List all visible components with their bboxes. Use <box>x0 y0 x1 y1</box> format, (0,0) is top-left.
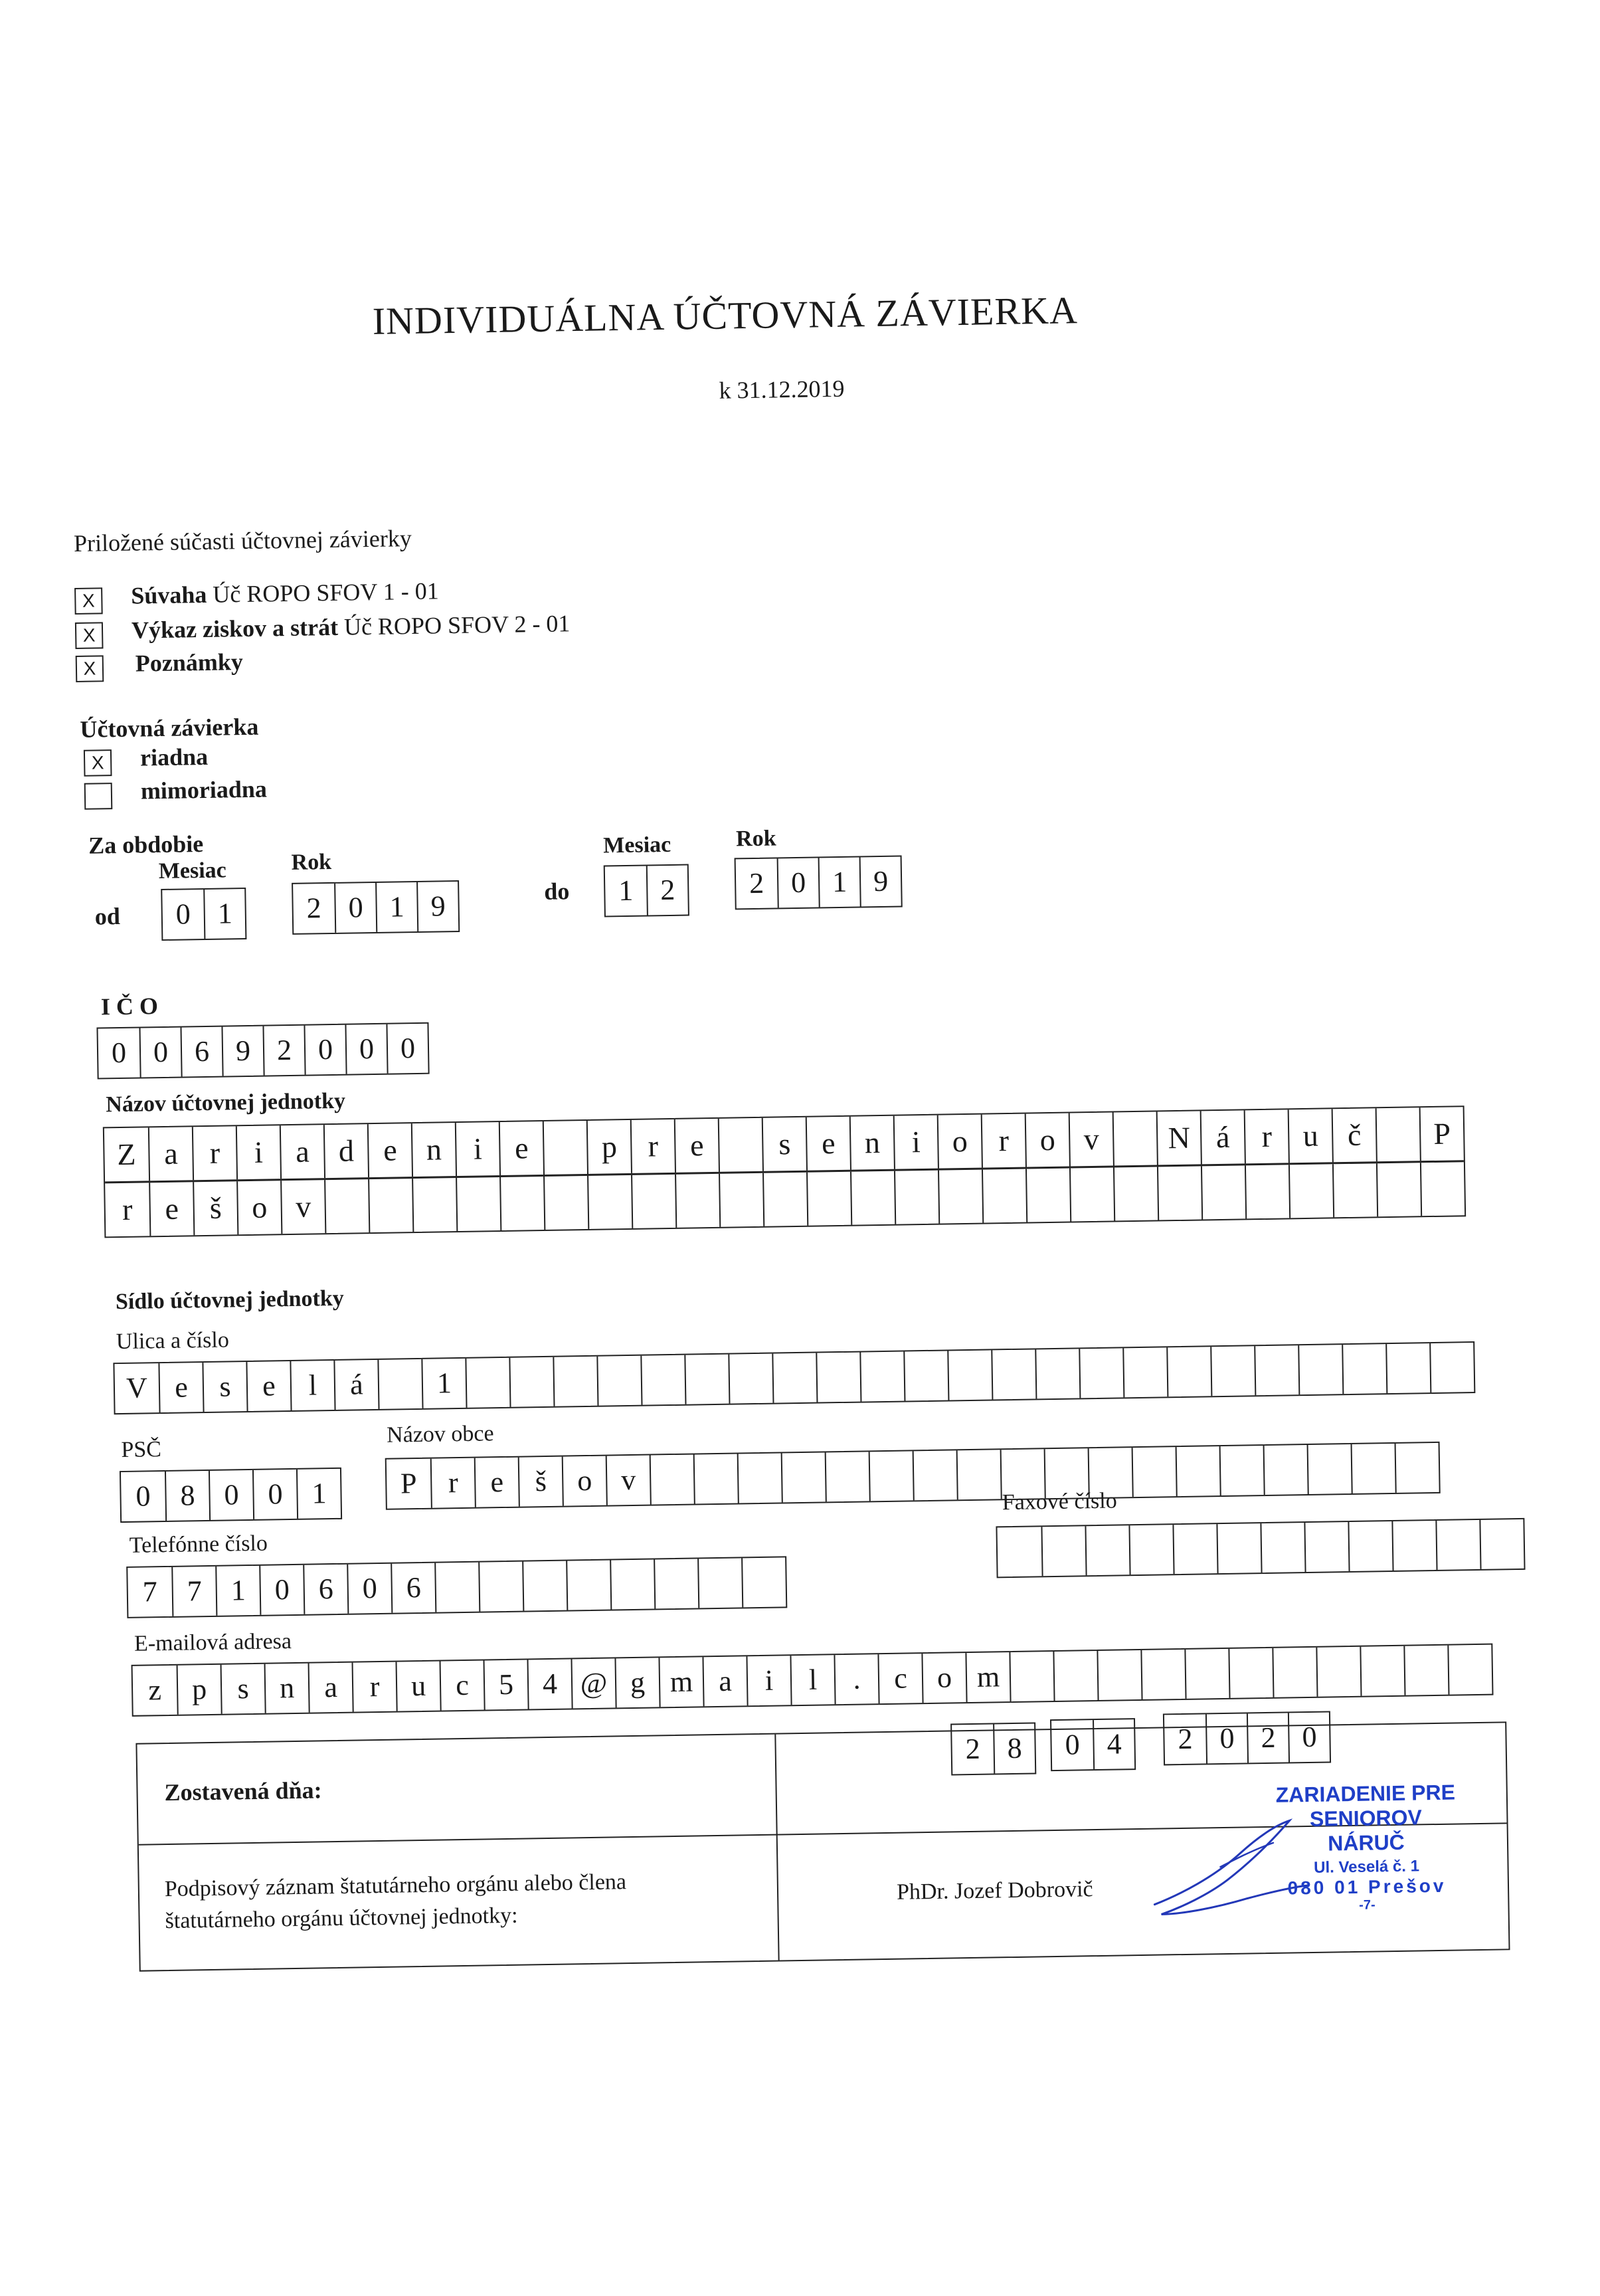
char-box <box>1351 1444 1395 1493</box>
char-box <box>772 1353 816 1403</box>
char-box <box>596 1356 641 1406</box>
char-box <box>650 1455 694 1505</box>
char-box <box>553 1357 597 1406</box>
char-box: N <box>1156 1111 1201 1165</box>
char-box: p <box>586 1120 631 1174</box>
char-box <box>1435 1520 1480 1570</box>
attachment-item-vykaz <box>132 609 571 644</box>
char-box: g <box>614 1658 659 1707</box>
char-box: Z <box>117 1137 136 1172</box>
char-box: 6 <box>391 1563 435 1613</box>
char-box: 5 <box>484 1660 528 1709</box>
closing-type-label-mimoriadna: mimoriadna <box>140 775 268 805</box>
char-box <box>1272 1648 1316 1697</box>
stamp-line: NÁRUČ <box>1327 1830 1405 1856</box>
char-box: 1 <box>296 1469 341 1519</box>
period-from-year-boxes[interactable] <box>292 880 460 935</box>
document-date: k 31.12.2019 <box>719 375 845 404</box>
char-box <box>631 1175 675 1228</box>
char-box <box>1420 1162 1465 1216</box>
char-box: 2 <box>262 1026 304 1076</box>
char-box: 1 <box>818 857 860 907</box>
period-to-year-label: Rok <box>735 826 776 852</box>
char-box <box>566 1561 610 1610</box>
char-box: 2 <box>749 866 764 900</box>
char-box: n <box>849 1116 894 1170</box>
char-box: 2 <box>646 866 688 915</box>
psc-label: PSČ <box>121 1437 162 1463</box>
char-box <box>509 1357 553 1407</box>
street-label: Ulica a číslo <box>116 1327 230 1355</box>
char-box <box>781 1452 826 1502</box>
char-box: e <box>499 1121 543 1175</box>
char-box: V <box>126 1371 148 1404</box>
char-box <box>1376 1163 1421 1216</box>
compiled-date-label: Zostavená dňa: <box>164 1776 322 1806</box>
char-box <box>1085 1525 1129 1575</box>
char-box <box>997 1527 1041 1577</box>
char-box: l <box>290 1361 334 1410</box>
fax-boxes[interactable] <box>996 1518 1525 1578</box>
attachment-checkbox-poznamky[interactable]: X <box>76 655 104 682</box>
char-box <box>522 1561 567 1611</box>
psc-boxes[interactable] <box>120 1468 342 1523</box>
compiled-month-boxes[interactable] <box>1050 1718 1136 1771</box>
char-box <box>1122 1347 1167 1397</box>
city-label: Názov obce <box>386 1421 494 1448</box>
char-box <box>1053 1651 1097 1701</box>
unit-name-label: Názov účtovnej jednotky <box>105 1088 346 1117</box>
char-box: 7 <box>171 1567 216 1616</box>
char-box: 6 <box>303 1565 347 1614</box>
char-box <box>1228 1648 1273 1698</box>
char-box: P <box>1419 1107 1464 1161</box>
fax-label: Faxové číslo <box>1002 1488 1117 1515</box>
char-box <box>956 1450 1001 1499</box>
char-box <box>991 1349 1035 1399</box>
char-box <box>1069 1168 1114 1222</box>
char-box: e <box>474 1458 519 1507</box>
char-box <box>1479 1519 1524 1569</box>
char-box: o <box>562 1456 606 1506</box>
char-box <box>456 1177 500 1231</box>
char-box: 1 <box>375 882 417 932</box>
compiled-year-boxes[interactable] <box>1163 1711 1331 1765</box>
attachment-checkbox-vykaz[interactable]: X <box>75 622 104 649</box>
char-box <box>1348 1521 1392 1571</box>
char-box: 2 <box>965 1732 981 1766</box>
period-from-label: od <box>94 902 121 930</box>
char-box <box>869 1451 913 1501</box>
char-box <box>913 1450 957 1500</box>
char-box <box>938 1170 982 1224</box>
char-box <box>654 1559 698 1608</box>
char-box: r <box>630 1119 675 1173</box>
char-box <box>587 1175 632 1229</box>
char-box: s <box>202 1362 246 1412</box>
char-box: . <box>834 1654 878 1704</box>
char-box <box>1342 1344 1386 1394</box>
char-box: 9 <box>859 857 901 907</box>
ico-label: I Č O <box>100 993 159 1020</box>
unit-name-boxes[interactable] <box>103 1105 1466 1238</box>
char-box: 0 <box>175 898 191 931</box>
char-box: o <box>921 1653 966 1703</box>
char-box <box>1376 1107 1420 1161</box>
attachments-heading: Priložené súčasti účtovnej závierky <box>73 525 412 557</box>
signature-instruction-line-1: Podpisový záznam štatutárneho orgánu alebo člena <box>164 1869 627 1902</box>
char-box: m <box>658 1657 703 1707</box>
char-box: a <box>280 1125 324 1179</box>
char-box <box>1112 1112 1157 1166</box>
char-box: P <box>400 1467 417 1500</box>
stamp-line: -7- <box>1359 1897 1376 1913</box>
char-box <box>1097 1650 1141 1700</box>
char-box <box>1166 1347 1211 1396</box>
char-box: a <box>702 1656 747 1706</box>
char-box: e <box>674 1119 719 1173</box>
attachment-item-suvaha <box>131 577 439 609</box>
char-box <box>1113 1167 1158 1220</box>
char-box: 2 <box>306 892 322 925</box>
char-box: o <box>937 1115 982 1169</box>
char-box: 2 <box>1178 1722 1193 1756</box>
char-box: o <box>1025 1113 1069 1167</box>
char-box <box>697 1558 742 1608</box>
char-box <box>894 1171 938 1224</box>
char-box <box>478 1562 523 1612</box>
char-box <box>412 1178 456 1232</box>
char-box <box>693 1454 738 1503</box>
period-to-month-label: Mesiac <box>602 832 671 858</box>
char-box <box>850 1171 895 1225</box>
table-divider-vertical <box>774 1735 779 1961</box>
char-box <box>324 1179 369 1233</box>
char-box <box>640 1355 685 1405</box>
char-box <box>1391 1521 1436 1571</box>
char-box <box>903 1351 948 1400</box>
signature-instruction-line-2: štatutárneho orgánu účtovnej jednotky: <box>165 1903 518 1934</box>
char-box: š <box>193 1181 237 1235</box>
char-box <box>684 1355 729 1404</box>
char-box <box>1172 1524 1217 1574</box>
attachment-code: Úč ROPO SFOV 2 - 01 <box>343 610 571 640</box>
period-to-year-boxes[interactable] <box>735 855 903 909</box>
char-box: r <box>430 1458 475 1508</box>
char-box: 7 <box>142 1575 158 1608</box>
period-to-month-boxes[interactable] <box>604 864 689 917</box>
char-box <box>1025 1169 1070 1222</box>
char-box <box>1128 1525 1173 1575</box>
char-box: 2 <box>1247 1713 1289 1763</box>
char-box: m <box>965 1652 1010 1702</box>
char-box: 0 <box>252 1470 297 1519</box>
char-box <box>1035 1349 1079 1398</box>
char-box <box>1079 1348 1123 1398</box>
char-box: e <box>806 1117 850 1171</box>
char-box: p <box>177 1665 221 1715</box>
period-heading: Za obdobie <box>88 830 204 859</box>
period-from-month-boxes[interactable] <box>161 888 246 941</box>
char-box <box>1263 1445 1308 1495</box>
char-box <box>1332 1163 1377 1217</box>
document-title: INDIVIDUÁLNA ÚČTOVNÁ ZÁVIERKA <box>372 288 1079 343</box>
char-box <box>1219 1446 1264 1495</box>
ico-boxes[interactable] <box>96 1022 429 1080</box>
char-box: i <box>893 1115 938 1169</box>
char-box <box>762 1173 807 1226</box>
char-box: e <box>246 1361 290 1411</box>
char-box: a <box>148 1127 193 1181</box>
phone-boxes[interactable] <box>126 1556 787 1618</box>
organization-stamp <box>1219 1779 1514 1915</box>
char-box: á <box>333 1360 378 1410</box>
char-box: 0 <box>334 883 376 933</box>
closing-type-heading: Účtovná závierka <box>80 713 259 743</box>
char-box <box>1254 1345 1298 1395</box>
char-box: e <box>367 1123 412 1177</box>
char-box: z <box>147 1674 162 1707</box>
char-box: i <box>455 1122 499 1176</box>
char-box: 0 <box>1065 1728 1080 1761</box>
char-box <box>1201 1165 1245 1219</box>
char-box: 0 <box>386 1024 428 1074</box>
char-box: v <box>606 1456 650 1505</box>
char-box <box>1385 1343 1430 1393</box>
char-box <box>543 1121 587 1175</box>
char-box <box>1176 1446 1220 1496</box>
char-box: 9 <box>221 1026 263 1076</box>
char-box: 8 <box>993 1724 1035 1774</box>
char-box <box>825 1452 869 1501</box>
char-box <box>1289 1164 1333 1218</box>
char-box: r <box>1244 1109 1289 1163</box>
char-box: v <box>280 1180 325 1234</box>
char-box: 0 <box>777 858 819 908</box>
city-boxes[interactable] <box>385 1442 1441 1510</box>
char-box <box>1260 1523 1304 1573</box>
char-box: 4 <box>527 1659 571 1709</box>
char-box: i <box>746 1656 790 1705</box>
char-box: o <box>236 1181 281 1234</box>
char-box <box>718 1118 762 1172</box>
char-box: 6 <box>180 1027 222 1077</box>
closing-type-label-riadna: riadna <box>139 743 209 771</box>
char-box <box>610 1559 654 1609</box>
char-box <box>1360 1646 1404 1696</box>
char-box: 0 <box>135 1480 151 1513</box>
char-box: v <box>1069 1113 1113 1167</box>
char-box <box>741 1557 786 1607</box>
char-box: 0 <box>139 1028 181 1078</box>
char-box <box>1009 1652 1053 1701</box>
char-box: r <box>981 1114 1025 1168</box>
char-box <box>728 1354 772 1404</box>
char-box: u <box>396 1662 440 1711</box>
char-box: 0 <box>1288 1713 1330 1763</box>
period-from-year-label: Rok <box>291 849 332 875</box>
char-box: 9 <box>416 882 458 931</box>
char-box <box>675 1174 719 1228</box>
char-box <box>1298 1345 1342 1394</box>
char-box <box>1140 1650 1185 1699</box>
stamp-line: ZARIADENIE PRE SENIOROV <box>1275 1780 1456 1832</box>
char-box <box>1307 1444 1352 1494</box>
char-box <box>368 1179 412 1232</box>
char-box <box>806 1172 851 1226</box>
char-box: a <box>308 1663 353 1713</box>
char-box: d <box>323 1124 368 1178</box>
period-from-month-label: Mesiac <box>158 858 227 884</box>
char-box <box>1447 1645 1492 1695</box>
char-box <box>1041 1526 1085 1576</box>
char-box: š <box>518 1457 563 1507</box>
char-box: á <box>1200 1110 1245 1164</box>
char-box: @ <box>571 1658 615 1708</box>
char-box <box>377 1359 422 1409</box>
char-box: 0 <box>347 1564 391 1614</box>
stamp-line: 080 01 Prešov <box>1287 1875 1447 1899</box>
char-box <box>499 1177 544 1230</box>
char-box: c <box>440 1661 484 1711</box>
char-box: r <box>352 1662 397 1712</box>
char-box: 0 <box>304 1025 345 1075</box>
char-box <box>1429 1343 1474 1392</box>
char-box <box>859 1352 904 1402</box>
email-label: E-mailová adresa <box>133 1629 292 1656</box>
char-box: 0 <box>259 1565 304 1615</box>
char-box <box>737 1453 782 1503</box>
char-box: 1 <box>421 1359 466 1408</box>
char-box: l <box>790 1655 834 1705</box>
char-box <box>1403 1646 1448 1695</box>
char-box <box>1132 1447 1176 1497</box>
char-box <box>1157 1166 1201 1220</box>
signatory-name: PhDr. Jozef Dobrovič <box>896 1877 1093 1905</box>
attachment-name: Výkaz ziskov a strát <box>131 613 339 644</box>
char-box <box>1304 1522 1348 1572</box>
char-box: r <box>122 1192 133 1226</box>
char-box: c <box>877 1654 922 1703</box>
attachment-checkbox-suvaha[interactable]: X <box>74 587 103 615</box>
char-box <box>1316 1647 1360 1697</box>
char-box <box>1216 1523 1261 1573</box>
char-box: e <box>149 1182 193 1236</box>
char-box: e <box>158 1363 203 1412</box>
char-box: n <box>264 1664 309 1713</box>
period-to-label: do <box>544 878 570 905</box>
char-box: s <box>762 1117 806 1171</box>
char-box <box>1184 1649 1229 1699</box>
closing-type-checkbox-mimoriadna[interactable] <box>84 783 113 810</box>
char-box: 0 <box>209 1470 253 1520</box>
char-box <box>719 1173 763 1227</box>
char-box: 1 <box>618 874 634 908</box>
char-box: 0 <box>1205 1713 1247 1763</box>
closing-type-checkbox-riadna[interactable]: X <box>84 749 112 777</box>
char-box: 0 <box>111 1036 127 1070</box>
char-box: n <box>411 1123 456 1177</box>
char-box: i <box>236 1125 280 1179</box>
compiled-day-boxes[interactable] <box>950 1722 1036 1775</box>
char-box: 8 <box>165 1471 209 1521</box>
stamp-line: Ul. Veselá č. 1 <box>1313 1857 1420 1877</box>
char-box: s <box>221 1664 265 1714</box>
char-box <box>543 1176 588 1230</box>
char-box <box>1395 1443 1439 1493</box>
char-box <box>1210 1346 1255 1396</box>
phone-label: Telefónne číslo <box>129 1531 268 1558</box>
char-box: 0 <box>345 1024 387 1074</box>
char-box: č <box>1332 1108 1376 1162</box>
char-box: r <box>192 1126 236 1180</box>
char-box <box>982 1169 1026 1223</box>
char-box <box>465 1358 509 1408</box>
email-boxes[interactable] <box>132 1644 1494 1717</box>
char-box: 1 <box>203 889 245 939</box>
char-box <box>816 1353 860 1402</box>
attachment-name: Súvaha <box>130 581 207 609</box>
char-box <box>947 1350 992 1400</box>
char-box: u <box>1288 1109 1332 1163</box>
char-box: 4 <box>1093 1719 1134 1769</box>
seat-heading: Sídlo účtovnej jednotky <box>115 1286 345 1315</box>
street-boxes[interactable] <box>113 1341 1475 1414</box>
char-box <box>1245 1165 1289 1218</box>
attachment-code: Úč ROPO SFOV 1 - 01 <box>213 577 439 608</box>
char-box: 1 <box>215 1566 260 1616</box>
char-box <box>434 1563 479 1612</box>
attachment-name: Poznámky <box>135 648 244 677</box>
